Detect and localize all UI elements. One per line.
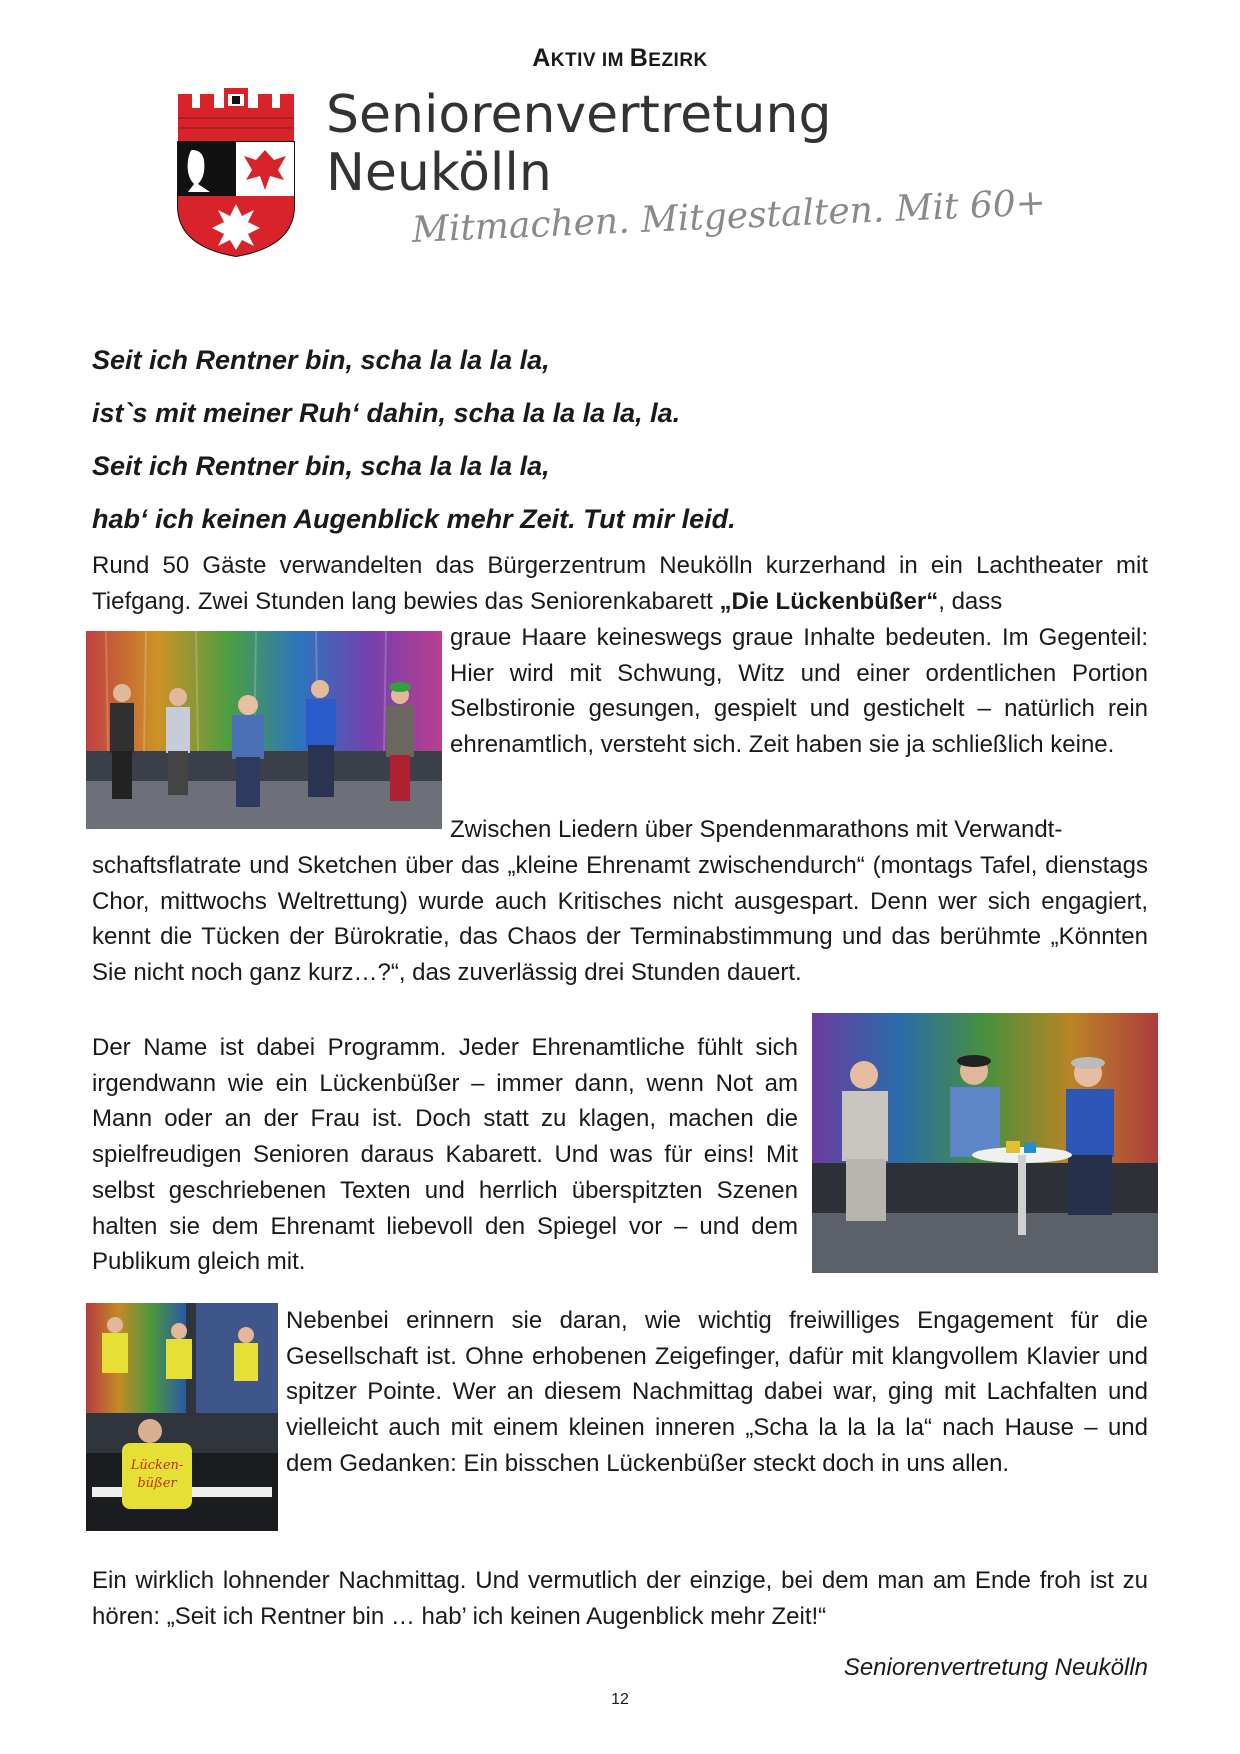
cabaret-stage-photo: [86, 631, 442, 829]
page-number: 12: [611, 1691, 629, 1708]
organization-tagline: Mitmachen. Mitgestalten. Mit 60+: [411, 182, 1047, 251]
lyric-line: Seit ich Rentner bin, scha la la la la,: [92, 345, 550, 375]
lyric-line: ist`s mit meiner Ruh‘ dahin, scha la la la la, la.: [92, 398, 681, 428]
author-signature: Seniorenvertretung Neukölln: [843, 1654, 1148, 1681]
svg-text:Lücken-: Lücken-: [130, 1458, 184, 1473]
paragraph-conclusion: Ein wirklich lohnender Nachmittag. Und vermutlich der einzige, bei dem man am Ende froh ist zu hören: „Seit ich Rentner bin … hab’ ich keinen Augenblick mehr Zeit!“: [92, 1567, 1148, 1630]
paragraph-songs: schaftsflatrate und Sketchen über das „kleine Ehrenamt zwischendurch“ (montags Tafel, dienstags Chor, mittwochs Weltrettung) wurde auch Kritisches nicht ausgespart. Denn wer sich engagiert, kennt die Tücken der Bürokratie, das Chaos der Terminabstimmung und das berühmte „Könnten Sie nicht noch ganz kurz…?“, das zuverlässig drei Stunden dauert.: [92, 852, 1148, 987]
paragraph-songs-start: Zwischen Liedern über Spendenmarathons mit Verwandt-: [450, 816, 1063, 843]
cabaret-table-scene-photo: [812, 1013, 1158, 1273]
song-lyrics: [92, 334, 1152, 546]
paragraph-name-program: Der Name ist dabei Programm. Jeder Ehrenamtliche fühlt sich irgendwann wie ein Lückenbüßer – immer dann, wenn Not am Mann oder an der Frau ist. Doch statt zu klagen, machen die spielfreudigen Senioren daraus Kabarett. Und was für eins! Mit selbst geschriebenen Texten und herrlich überspitzten Szenen halten sie dem Ehrenamt liebevoll den Spiegel vor – und dem Publikum gleich mit.: [92, 1034, 798, 1276]
paragraph-intro-continued: graue Haare keineswegs graue Inhalte bedeuten. Im Gegenteil: Hier wird mit Schwung, Witz und einer ordentlichen Portion Selbstironie gesungen, gespielt und gestichelt – natürlich rein ehrenamtlich, versteht sich. Zeit haben sie ja schließlich keine.: [450, 624, 1148, 759]
paragraph-engagement: Nebenbei erinnern sie daran, wie wichtig freiwilliges Engagement für die Gesellschaft ist. Ohne erhobenen Zeigefinger, dafür mit klangvollem Klavier und spitzer Pointe. Wer an diesem Nachmittag dabei war, ging mit Lachfalten und vielleicht auch mit einem kleinen inneren „Scha la la la la“ nach Hause – und dem Gedanken: Ein bisschen Lückenbüßer steckt doch in uns allen.: [286, 1307, 1148, 1477]
neukoelln-coat-of-arms-logo: [172, 88, 300, 258]
section-kicker: AKTIV IM BEZIRK: [532, 44, 708, 72]
paragraph-intro: Rund 50 Gäste verwandelten das Bürgerzentrum Neukölln kurzerhand in ein Lachtheater mit Tiefgang. Zwei Stunden lang bewies das Seniorenkabarett „Die Lückenbüßer“, dass: [92, 552, 1148, 615]
svg-text:büßer: büßer: [137, 1476, 177, 1491]
cabaret-piano-photo: [86, 1303, 278, 1531]
lyric-line: Seit ich Rentner bin, scha la la la la,: [92, 451, 550, 481]
organization-name: Seniorenvertretung Neukölln: [326, 85, 832, 203]
lyric-line: hab‘ ich keinen Augenblick mehr Zeit. Tut mir leid.: [92, 504, 736, 534]
